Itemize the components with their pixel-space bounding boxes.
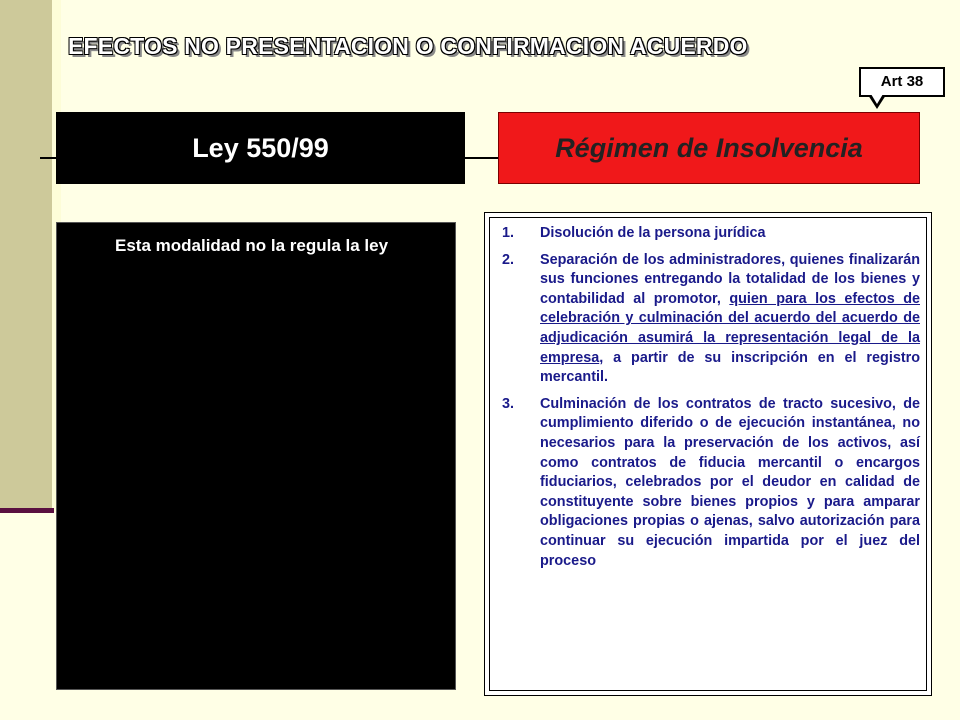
header-regimen-insolvencia: Régimen de Insolvencia [498,112,920,184]
list-item-text [540,395,920,571]
effects-list [502,224,920,578]
list-item [502,224,920,244]
list-item-text [540,224,920,244]
left-content-panel [56,222,456,690]
slide-title: EFECTOS NO PRESENTACION O CONFIRMACION ACUERDO [68,33,748,59]
list-item-underlined-text: quien para los efectos de celebración y culminación del acuerdo del acuerdo de adjudicación asumirá la representación legal de la empresa [540,290,920,366]
header-ley-550: Ley 550/99 [56,112,465,184]
left-panel-text: Esta modalidad no la regula la ley [115,236,389,255]
side-decoration-line [0,508,54,513]
list-item-text-part: Separación de los administradores, quienes finalizarán sus funciones entregando la totalidad de los bienes y contabilidad al promotor, [540,251,920,307]
right-content-panel [484,212,932,696]
side-decoration-bar [0,0,61,512]
connector-line-middle [465,157,499,159]
list-item-number: 3. [502,395,515,412]
list-item-text-part: , a partir de su inscripción en el registro mercantil. [540,349,920,386]
list-item [502,251,920,388]
article-badge: Art 38 [859,67,945,97]
right-panel-inner-border [489,217,927,691]
list-item [502,395,920,571]
list-item-text [540,251,920,388]
list-item-text-part: Disolución de la persona jurídica [540,225,766,241]
list-item-text-part: Culminación de los contratos de tracto sucesivo, de cumplimiento diferido o de ejecución instantánea, no necesarios para la preservación de los activos, así como contratos de fiducia mercantil o encargos fiduciarios, celebrados por el deudor en calidad de constituyente sobre bienes propios y para amparar obligaciones propias o ajenas, salvo autorización para continuar su ejecución impartida por el juez del proceso [540,395,920,569]
list-item-number: 1. [502,225,515,241]
article-badge-pointer-fill [871,94,883,104]
list-item-number: 2. [502,251,515,268]
